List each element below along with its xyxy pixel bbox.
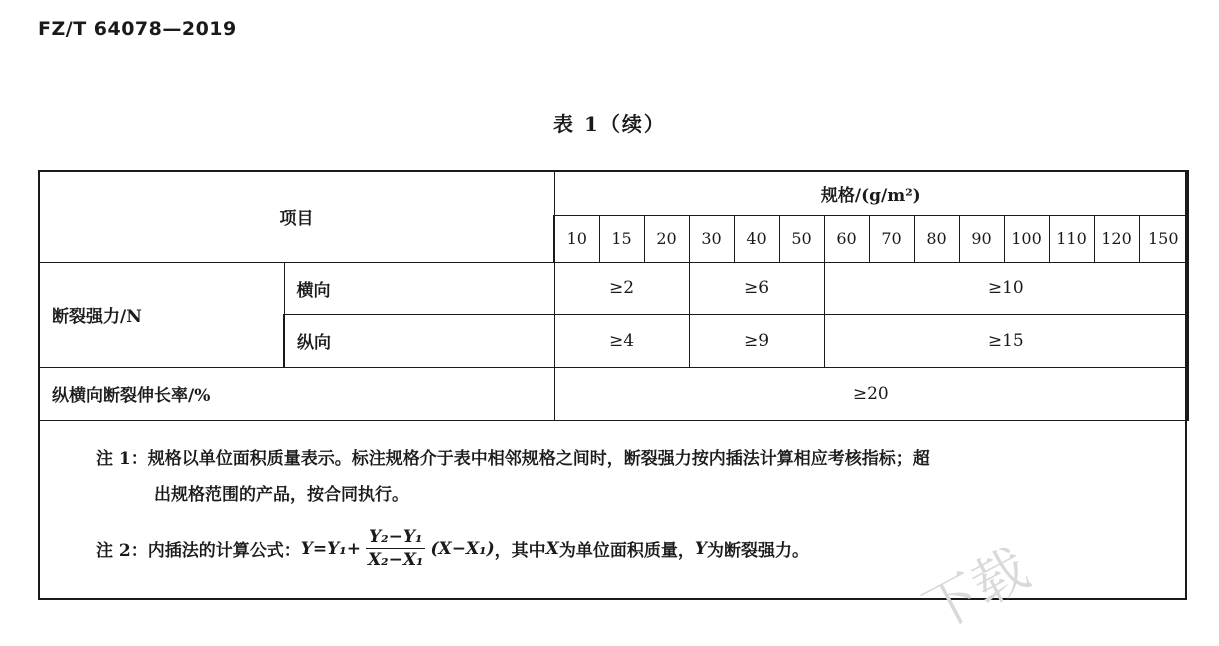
note-2-x: X: [545, 538, 559, 559]
transverse-label: 横向: [284, 262, 554, 314]
spec-value-cell: 60: [824, 215, 869, 262]
note-1-text: 规格以单位面积质量表示。标注规格介于表中相邻规格之间时，断裂强力按内插法计算相应考核指标；超: [147, 449, 930, 469]
spec-value-cell: 120: [1094, 215, 1139, 262]
formula-lhs: Y=Y₁+: [300, 538, 361, 559]
spec-table: [38, 170, 1189, 421]
transverse-value: ≥6: [689, 262, 824, 314]
formula-denominator: X₂−X₁: [367, 550, 424, 570]
spec-value-cell: 10: [554, 215, 599, 262]
note-1: [96, 441, 1171, 513]
note-2: [96, 527, 809, 570]
longitudinal-value: ≥9: [689, 314, 824, 367]
spec-value-cell: 80: [914, 215, 959, 262]
table-title: 表 1（续）: [553, 112, 666, 136]
spec-value-cell: 20: [644, 215, 689, 262]
spec-value-cell: 40: [734, 215, 779, 262]
transverse-value: ≥2: [554, 262, 689, 314]
elongation-value: ≥20: [554, 367, 1188, 420]
standard-code: FZ/T 64078—2019: [38, 18, 237, 40]
note-2-suffix-c: 为断裂强力。: [707, 541, 809, 561]
longitudinal-label: 纵向: [284, 314, 554, 367]
transverse-value: ≥10: [824, 262, 1188, 314]
spec-value-cell: 150: [1139, 215, 1188, 262]
formula-fraction: [365, 527, 427, 570]
header-item-cell: 项目: [39, 171, 554, 262]
formula-rest: (X−X₁): [430, 538, 495, 559]
spec-value-cell: 110: [1049, 215, 1094, 262]
note-2-label: 注 2：: [96, 541, 148, 561]
breaking-strength-label: 断裂强力/N: [39, 262, 284, 367]
table-row: [39, 262, 1188, 314]
spec-value-cell: 15: [599, 215, 644, 262]
spec-value-cell: 90: [959, 215, 1004, 262]
spec-value-cell: 50: [779, 215, 824, 262]
spec-value-cell: 70: [869, 215, 914, 262]
note-1-label: 注 1：: [96, 449, 148, 469]
note-2-y: Y: [694, 538, 707, 559]
elongation-label: 纵横向断裂伸长率/%: [39, 367, 554, 420]
longitudinal-value: ≥15: [824, 314, 1188, 367]
note-2-suffix-b: 为单位面积质量，: [558, 541, 695, 561]
header-spec-cell: 规格/(g/m²): [554, 171, 1188, 215]
notes-section: [38, 419, 1187, 600]
spec-value-cell: 30: [689, 215, 734, 262]
formula-numerator: Y₂−Y₁: [366, 527, 425, 549]
spec-value-cell: 100: [1004, 215, 1049, 262]
table-row: [39, 367, 1188, 420]
note-2-suffix-a: ，其中: [494, 541, 546, 561]
note-2-prefix: 内插法的计算公式：: [147, 541, 301, 561]
longitudinal-value: ≥4: [554, 314, 689, 367]
note-1-continuation: 出规格范围的产品，按合同执行。: [154, 485, 409, 505]
watermark-text: 下载: [913, 536, 1039, 644]
